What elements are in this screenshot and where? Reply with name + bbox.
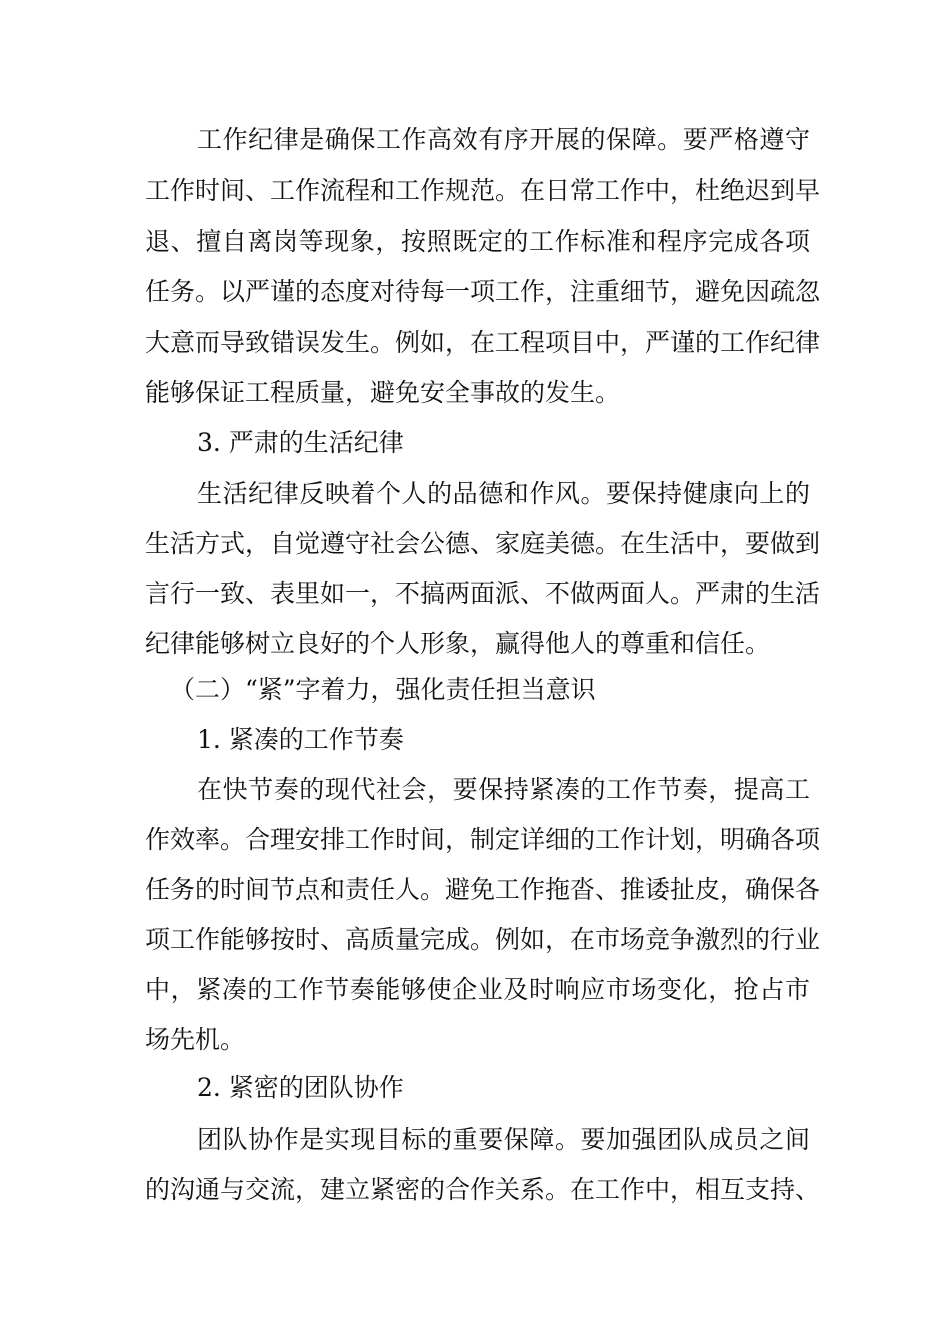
paragraph-line: 项工作能够按时、高质量完成。例如，在市场竞争激烈的行业 bbox=[145, 925, 821, 954]
paragraph-line: 工作纪律是确保工作高效有序开展的保障。要严格遵守 bbox=[197, 125, 810, 154]
paragraph-line: 能够保证工程质量，避免安全事故的发生。 bbox=[145, 378, 621, 407]
paragraph-line: 任务。以严谨的态度对待每一项工作，注重细节，避免因疏忽 bbox=[145, 277, 821, 306]
chapter-heading: （二）“紧”字着力，强化责任担当意识 bbox=[170, 675, 596, 704]
section-heading: 3. 严肃的生活纪律 bbox=[197, 428, 404, 457]
paragraph-line: 工作时间、工作流程和工作规范。在日常工作中，杜绝迟到早 bbox=[145, 176, 821, 205]
paragraph-line: 生活方式，自觉遵守社会公德、家庭美德。在生活中，要做到 bbox=[145, 529, 821, 558]
paragraph-line: 的沟通与交流，建立紧密的合作关系。在工作中，相互支持、 bbox=[145, 1175, 821, 1204]
paragraph-line: 生活纪律反映着个人的品德和作风。要保持健康向上的 bbox=[197, 479, 810, 508]
paragraph-line: 纪律能够树立良好的个人形象，赢得他人的尊重和信任。 bbox=[145, 629, 771, 658]
paragraph-line: 任务的时间节点和责任人。避免工作拖沓、推诿扯皮，确保各 bbox=[145, 875, 821, 904]
paragraph-line: 中，紧凑的工作节奏能够使企业及时响应市场变化，抢占市 bbox=[145, 975, 810, 1004]
paragraph-line: 大意而导致错误发生。例如，在工程项目中，严谨的工作纪律 bbox=[145, 328, 821, 357]
paragraph-line: 场先机。 bbox=[145, 1025, 246, 1054]
paragraph-line: 团队协作是实现目标的重要保障。要加强团队成员之间 bbox=[197, 1125, 810, 1154]
section-heading: 2. 紧密的团队协作 bbox=[197, 1073, 404, 1102]
paragraph-line: 在快节奏的现代社会，要保持紧凑的工作节奏，提高工 bbox=[197, 775, 810, 804]
paragraph-line: 言行一致、表里如一，不搞两面派、不做两面人。严肃的生活 bbox=[145, 579, 821, 608]
paragraph-line: 退、擅自离岗等现象，按照既定的工作标准和程序完成各项 bbox=[145, 227, 810, 256]
section-heading: 1. 紧凑的工作节奏 bbox=[197, 725, 404, 754]
paragraph-line: 作效率。合理安排工作时间，制定详细的工作计划，明确各项 bbox=[145, 825, 821, 854]
